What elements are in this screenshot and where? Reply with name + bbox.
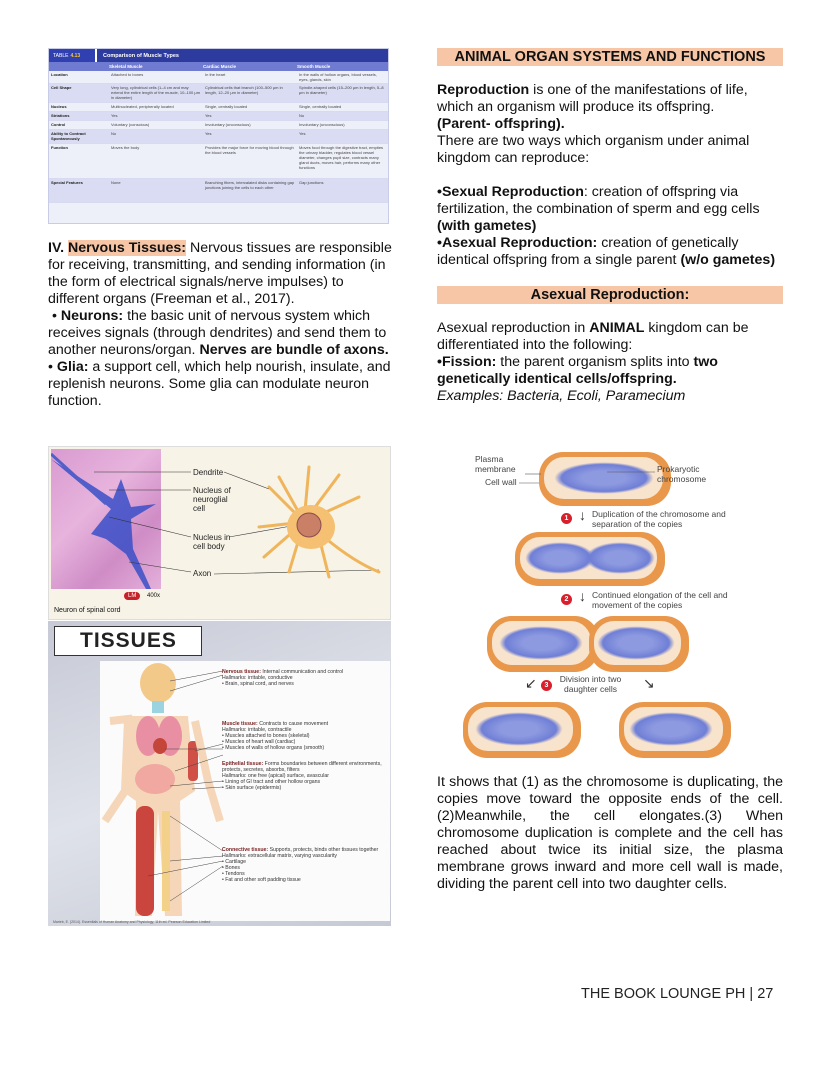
tissue-desc: Internal communication and control bbox=[260, 669, 344, 675]
reproduction-term: Reproduction bbox=[437, 82, 530, 98]
neurons-label: Neurons: bbox=[60, 308, 124, 324]
table-cell: Cylindrical cells that branch (100–500 μm in length, 12–20 μm in diameter) bbox=[205, 85, 283, 95]
step-3-badge: 3 bbox=[541, 680, 552, 691]
footer-separator: | bbox=[749, 986, 754, 1002]
glia-item bbox=[48, 359, 393, 410]
muscle-tissue-note bbox=[222, 721, 387, 751]
table-cell: Yes bbox=[299, 131, 306, 136]
reproduction-intro bbox=[437, 82, 783, 167]
table-row bbox=[49, 130, 388, 144]
step-1-label: Duplication of the chromosome and separation of the copies bbox=[592, 509, 726, 529]
fission-examples: Examples: Bacteria, Ecoli, Paramecium bbox=[437, 388, 686, 404]
tissue-line: • Skin surface (epidermis) bbox=[222, 785, 282, 791]
table-cell: Attached to bones bbox=[111, 72, 144, 77]
table-cell: Yes bbox=[205, 113, 212, 118]
prokaryotic-chromosome-label: Prokaryotic chromosome bbox=[657, 464, 707, 484]
table-title: Comparison of Muscle Types bbox=[103, 52, 179, 59]
tissue-line: Hallmarks: irritable, contractile bbox=[222, 727, 292, 733]
tissue-line: • Muscles attached to bones (skeletal) bbox=[222, 733, 310, 739]
tissue-desc: Forms boundaries between different environments, protects, secretes, absorbs, filters bbox=[222, 761, 382, 773]
tissues-panel bbox=[100, 661, 390, 921]
sexual-bold: (with gametes) bbox=[437, 218, 537, 234]
chromosome-leader-icon bbox=[457, 450, 767, 510]
table-cell: In the heart bbox=[205, 72, 226, 77]
row-header: Cell Shape bbox=[51, 85, 72, 90]
tissue-title: Nervous tissue: bbox=[222, 669, 261, 675]
down-arrow-icon: ↓ bbox=[579, 507, 586, 523]
asexual-title-bar: Asexual Reproduction: bbox=[437, 286, 783, 304]
row-header: Striations bbox=[51, 113, 70, 118]
neuron-figure bbox=[48, 446, 391, 620]
asexual-intro-text2: kingdom can be differentiated into the following: bbox=[437, 320, 749, 353]
table-row bbox=[49, 121, 388, 130]
asexual-text: creation of genetically identical offspring from a single parent bbox=[437, 235, 739, 268]
asexual-bold: (w/o gametes) bbox=[680, 252, 776, 268]
cell-wall-label: Cell wall bbox=[485, 477, 517, 487]
glia-text: a support cell, which help nourish, insulate, and replenish neurons. Some glia can modulate neuron function. bbox=[48, 359, 391, 409]
bullet: • bbox=[51, 308, 57, 324]
nervous-tissue-heading: Nervous Tissues: bbox=[68, 240, 187, 256]
section-numeral: IV. bbox=[48, 240, 68, 256]
fission-item bbox=[437, 354, 783, 405]
table-number bbox=[49, 49, 97, 62]
table-row bbox=[49, 179, 388, 203]
table-number-value: 4.13 bbox=[70, 52, 81, 59]
table-cell: None bbox=[111, 180, 121, 185]
tissue-line: • Tendons bbox=[222, 871, 245, 877]
sexual-text: : creation of offspring via fertilization, the combination of sperm and egg cells bbox=[437, 184, 760, 217]
dendrite-label: Dendrite bbox=[193, 468, 224, 477]
table-row bbox=[49, 71, 388, 84]
table-cell: Gap junctions bbox=[299, 180, 324, 185]
tissue-line: • Cartilage bbox=[222, 859, 247, 865]
table-cell: Multinucleated, peripherally located bbox=[111, 104, 174, 109]
row-header: Special Features bbox=[51, 180, 83, 185]
table-cell: Spindle-shaped cells (15–200 μm in length, 5–8 μm in diameter) bbox=[299, 85, 384, 95]
step-2-badge: 2 bbox=[561, 594, 572, 605]
glia-label: Glia: bbox=[56, 359, 89, 375]
nervous-tissue-paragraph bbox=[48, 240, 393, 410]
fission-text: the parent organism splits into bbox=[496, 354, 694, 370]
fission-label: •Fission: bbox=[437, 354, 497, 370]
tissue-desc: Supports, protects, binds other tissues together bbox=[268, 847, 379, 853]
step-2-label: Continued elongation of the cell and movement of the copies bbox=[592, 590, 728, 610]
asexual-intro bbox=[437, 320, 783, 354]
fission-explanation: It shows that (1) as the chromosome is duplicating, the copies move toward the opposite ends of the cell. (2)Meanwhile, the cell elongates.(3) When chromosome duplication is complete and the cell has reached about twice its initial size, the plasma membrane grows inward and more cell wall is made, dividing the parent cell into two daughter cells. bbox=[437, 774, 783, 892]
connective-tissue-note bbox=[222, 847, 387, 883]
table-cell: Very long, cylindrical cells (1–4 cm and may extend the entire length of the muscle, 10–100 μm in diameter) bbox=[111, 85, 201, 100]
figure-credit: Marieb, E. (2014). Essentials of Human Anatomy and Physiology, 11th ed. Pearson Education Limited bbox=[53, 920, 211, 924]
neurons-text: the basic unit of nervous system which receives signals (through dendrites) and send them to another neurons/organ. bbox=[48, 308, 387, 358]
magnification-label: 400x bbox=[147, 593, 161, 599]
neurons-bold: Nerves are bundle of axons. bbox=[199, 342, 389, 358]
section-title-bar: ANIMAL ORGAN SYSTEMS AND FUNCTIONS bbox=[437, 48, 783, 66]
neurons-item bbox=[48, 308, 393, 359]
step-3-label: Division into two daughter cells bbox=[559, 674, 622, 694]
row-header: Ability to Contract Spontaneously bbox=[51, 131, 86, 141]
footer-brand: THE BOOK LOUNGE PH bbox=[581, 986, 746, 1002]
table-header bbox=[49, 49, 388, 62]
left-column bbox=[48, 48, 393, 924]
table-cell: Involuntary (unconscious) bbox=[205, 122, 251, 127]
sexual-reproduction-item bbox=[437, 184, 783, 235]
tissues-title: TISSUES bbox=[54, 626, 202, 656]
axon-label: Axon bbox=[193, 569, 212, 578]
table-column-headers bbox=[49, 62, 388, 71]
tissue-title: Epithelial tissue: bbox=[222, 761, 264, 767]
table-row bbox=[49, 103, 388, 112]
chromosome-icon bbox=[475, 712, 563, 746]
tissue-line: • Muscles of walls of hollow organs (smooth) bbox=[222, 745, 325, 751]
column-header: Skeletal Muscle bbox=[109, 64, 143, 69]
table-cell: No bbox=[111, 131, 117, 136]
binary-fission-figure bbox=[457, 450, 767, 770]
chromosome-icon bbox=[499, 626, 583, 660]
reproduction-text: is one of the manifestations of life, which an organism will produce its offspring. bbox=[437, 82, 748, 115]
table-row bbox=[49, 84, 388, 103]
table-cell: Branching fibers, intercalated disks containing gap junctions joining the cells to each other bbox=[205, 180, 295, 190]
tissue-line: Hallmarks: irritable, conductive bbox=[222, 675, 293, 681]
right-column bbox=[437, 48, 783, 892]
asexual-intro-text: Asexual reproduction in bbox=[437, 320, 590, 336]
tissue-line: • Lining of GI tract and other hollow organs bbox=[222, 779, 321, 785]
table-cell: Yes bbox=[111, 113, 118, 118]
down-arrow-icon: ↓ bbox=[579, 588, 586, 604]
page-footer bbox=[581, 986, 773, 1002]
muscle-comparison-table bbox=[48, 48, 389, 224]
table-cell: Involuntary (unconscious) bbox=[299, 122, 345, 127]
tissue-title: Connective tissue: bbox=[222, 847, 269, 853]
tissue-line: Hallmarks: one free (apical) surface, avascular bbox=[222, 773, 329, 779]
parent-offspring-note: (Parent- offspring). bbox=[437, 116, 565, 132]
tissue-title: Muscle tissue: bbox=[222, 721, 258, 727]
table-cell: Single, centrally located bbox=[299, 104, 342, 109]
table-cell: No bbox=[299, 113, 305, 118]
neuron-drawing-icon bbox=[249, 457, 389, 587]
row-header: Function bbox=[51, 145, 68, 150]
tissue-line: • Brain, spinal cord, and nerves bbox=[222, 681, 294, 687]
nervous-tissue-note bbox=[222, 669, 387, 687]
asexual-label: •Asexual Reproduction: bbox=[437, 235, 598, 251]
table-cell: Moves the body bbox=[111, 145, 140, 150]
row-header: Location bbox=[51, 72, 68, 77]
table-cell: Voluntary (conscious) bbox=[111, 122, 150, 127]
bullet: • bbox=[48, 359, 53, 375]
tissue-line: • Bones bbox=[222, 865, 240, 871]
row-header: Nucleus bbox=[51, 104, 67, 109]
neuroglial-nucleus-label: Nucleus of neuroglial cell bbox=[193, 486, 231, 513]
chromosome-copy-icon bbox=[585, 542, 655, 574]
asexual-reproduction-item bbox=[437, 235, 783, 269]
diagonal-arrow-left-icon: ↙ bbox=[525, 675, 537, 691]
tissues-figure bbox=[48, 621, 391, 926]
neuron-caption: Neuron of spinal cord bbox=[54, 607, 121, 614]
tissue-line: Hallmarks: extracellular matrix, varying vascularity bbox=[222, 853, 338, 859]
two-ways-text: There are two ways which organism under animal kingdom can reproduce: bbox=[437, 133, 750, 166]
lm-badge: LM bbox=[124, 592, 140, 600]
nervous-tissue-text: Nervous tissues are responsible for receiving, transmitting, and sending information (in the form of electrical signals/nerve impulses) to different organs (Freeman et al., 2017). bbox=[48, 240, 392, 307]
table-row bbox=[49, 144, 388, 179]
table-cell: Provides the major force for moving blood through the blood vessels bbox=[205, 145, 294, 155]
epithelial-tissue-note bbox=[222, 761, 387, 791]
table-cell: Moves food through the digestive tract, empties the urinary bladder, regulates blood vessel diameter, changes pupil size, contracts many gland ducts, moves hair, performs many other functions bbox=[299, 145, 384, 170]
table-cell: Single, centrally located bbox=[205, 104, 248, 109]
table-cell: In the walls of hollow organs, blood vessels, eyes, glands, skin bbox=[299, 72, 377, 82]
tissue-leader-lines-icon bbox=[100, 661, 225, 921]
table-row bbox=[49, 112, 388, 121]
fission-bold: two genetically identical cells/offspring. bbox=[437, 354, 718, 387]
step-1-badge: 1 bbox=[561, 513, 572, 524]
chromosome-icon bbox=[629, 712, 713, 746]
table-cell: Yes bbox=[205, 131, 212, 136]
sexual-label: •Sexual Reproduction bbox=[437, 184, 584, 200]
plasma-membrane-label: Plasma membrane bbox=[475, 454, 516, 474]
page-number: 27 bbox=[757, 986, 774, 1002]
tissue-line: • Fat and other soft padding tissue bbox=[222, 877, 301, 883]
diagonal-arrow-right-icon: ↘ bbox=[643, 675, 655, 691]
animal-bold: ANIMAL bbox=[589, 320, 645, 336]
cell-body-nucleus-label: Nucleus in cell body bbox=[193, 533, 231, 551]
table-label: TABLE bbox=[53, 52, 69, 59]
row-header: Control bbox=[51, 122, 66, 127]
chromosome-icon bbox=[597, 626, 675, 660]
tissue-desc: Contracts to cause movement bbox=[257, 721, 329, 727]
column-header: Cardiac Muscle bbox=[203, 64, 237, 69]
table-body bbox=[49, 71, 388, 203]
column-header: Smooth Muscle bbox=[297, 64, 331, 69]
tissue-line: • Muscles of heart wall (cardiac) bbox=[222, 739, 296, 745]
